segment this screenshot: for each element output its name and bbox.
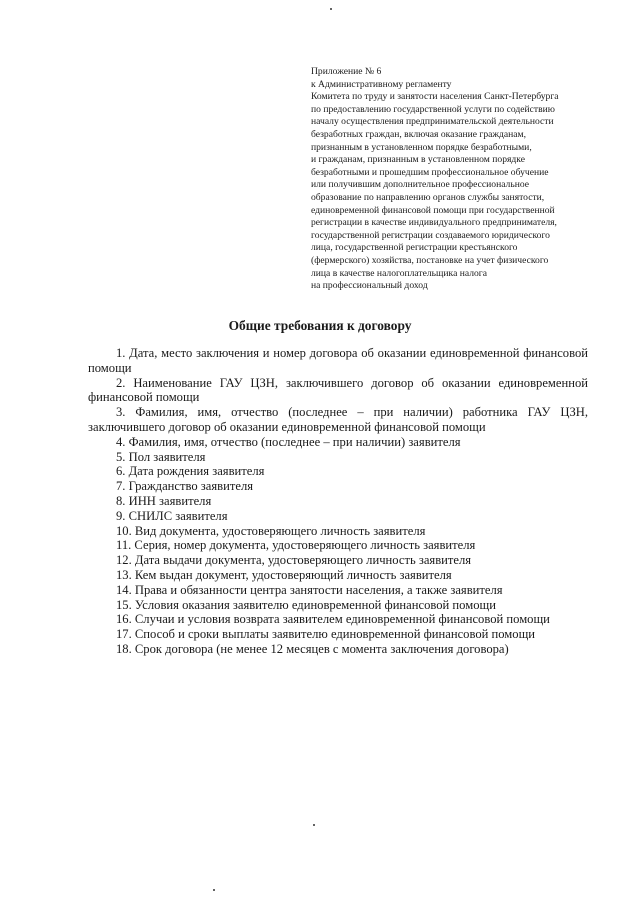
list-item: 6. Дата рождения заявителя — [116, 464, 265, 479]
list-item: 9. СНИЛС заявителя — [116, 508, 228, 523]
list-item: 15. Условия оказания заявителю единовременной финансовой помощи — [116, 597, 496, 612]
annex-line: признанным в установленном порядке безработными, — [311, 141, 532, 153]
list-item: 18. Срок договора (не менее 12 месяцев с момента заключения договора) — [116, 641, 509, 656]
list-item: 4. Фамилия, имя, отчество (последнее – при наличии) заявителя — [116, 434, 461, 449]
annex-line: по предоставлению государственной услуги по содействию — [311, 103, 555, 115]
list-item: 11. Серия, номер документа, удостоверяющего личность заявителя — [116, 538, 476, 553]
annex-line: безработных граждан, включая оказание гражданам, — [311, 128, 527, 140]
scan-speck — [313, 824, 315, 826]
list-item: 13. Кем выдан документ, удостоверяющий личность заявителя — [116, 567, 452, 582]
list-item: 10. Вид документа, удостоверяющего личность заявителя — [116, 523, 426, 538]
annex-line: регистрации в качестве индивидуального предпринимателя, — [311, 217, 557, 229]
list-item: 8. ИНН заявителя — [116, 493, 212, 508]
scan-speck — [330, 8, 332, 10]
annex-line: образование по направлению органов службы занятости, — [311, 191, 545, 203]
list-item: 7. Гражданство заявителя — [116, 479, 254, 494]
annex-line: единовременной финансовой помощи при государственной — [311, 204, 555, 216]
list-item: 3. Фамилия, имя, отчество (последнее – при наличии) работника ГАУ ЦЗН, заключившего договор об оказании единовременной финансовой помощи — [88, 405, 588, 434]
annex-line: Комитета по труду и занятости населения Санкт-Петербурга — [311, 91, 559, 103]
annex-line: Приложение № 6 — [311, 66, 382, 77]
annex-line: и гражданам, признанным в установленном порядке — [311, 154, 525, 166]
list-item: 16. Случаи и условия возврата заявителем единовременной финансовой помощи — [116, 612, 550, 627]
annex-line: началу осуществления предпринимательской деятельности — [311, 116, 554, 128]
list-item: 17. Способ и сроки выплаты заявителю единовременной финансовой помощи — [116, 627, 536, 642]
annex-line: к Административному регламенту — [311, 78, 452, 90]
annex-line: на профессиональный доход — [311, 280, 428, 292]
annex-line: безработными и прошедшим профессиональное обучение — [311, 166, 549, 178]
requirements-list — [88, 346, 588, 657]
list-item: 2. Наименование ГАУ ЦЗН, заключившего договор об оказании единовременной финансовой помощи — [88, 375, 588, 405]
list-item: 14. Права и обязанности центра занятости населения, а также заявителя — [116, 582, 503, 597]
annex-line: государственной регистрации создаваемого юридического — [311, 229, 550, 241]
scan-speck — [213, 889, 215, 891]
annex-line: или получившим дополнительное профессиональное — [311, 179, 530, 191]
annex-line: (фермерского) хозяйства, постановке на учет физического — [311, 254, 549, 266]
annex-line: лица в качестве налогоплательщика налога — [311, 267, 487, 279]
annex-header — [311, 66, 611, 293]
list-item: 5. Пол заявителя — [116, 449, 206, 464]
list-item: 12. Дата выдачи документа, удостоверяющего личность заявителя — [116, 553, 472, 568]
list-item: 1. Дата, место заключения и номер договора об оказании единовременной финансовой помощи — [88, 346, 588, 375]
annex-line: лица, государственной регистрации крестьянского — [311, 242, 518, 254]
page-title: Общие требования к договору — [228, 318, 412, 333]
